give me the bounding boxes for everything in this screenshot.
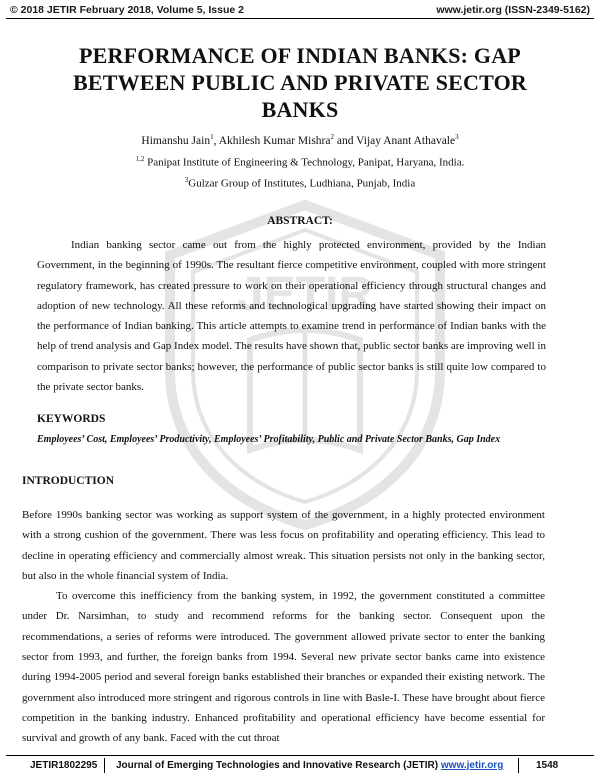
introduction-paragraph-1: Before 1990s banking sector was working as support system of the government, in a highly protected environment with a strong cushion of the government. There was less focus on profitability and operating efficiency. This lead to decline in operating efficiency and commercially almost wreak. This situation persists not only in the banking sector, but also in the whole financial system of India. [22, 509, 545, 582]
footer-divider [104, 758, 105, 773]
footer-paper-id: JETIR1802295 [30, 760, 98, 771]
author-conjunction: and [336, 134, 354, 147]
affiliation-1-sup: 1,2 [135, 155, 145, 163]
introduction-body [22, 505, 545, 749]
affiliation-2-sup: 3 [184, 176, 189, 184]
footer-journal-name: Journal of Emerging Technologies and Innovative Research (JETIR) [116, 760, 439, 771]
abstract-text: Indian banking sector came out from the highly protected environment, provided by the Indian Government, in the beginning of 1990s. The resultant fierce competitive environment, coupled with more stringent regulatory framework, has created pressure to work on their operational efficiency through structural changes and adoption of new technology. All these reforms and technological upgrading have started showing their impact on the performance of Indian banking. This article attempts to examine trend in performance of Indian banks with the help of trend analysis and Gap Index model. The results have shown that, public sector banks are improving well in comparison to private sector banks; however, the performance of public sector banks is still quite low compared to the private sector banks. [37, 239, 546, 394]
author-3: Vijay Anant Athavale [356, 134, 456, 147]
author-3-sup: 3 [455, 133, 459, 141]
paper-title: PERFORMANCE OF INDIAN BANKS: GAP BETWEEN PUBLIC AND PRIVATE SECTOR BANKS [72, 43, 528, 122]
author-2: Akhilesh Kumar Mishra [218, 134, 331, 147]
introduction-paragraph-2: To overcome this inefficiency from the banking system, in 1992, the government constituted a committee under Dr. Narsimhan, to study and recommend reforms for the banking sector. Consequent upon the recommendations, a series of reforms were introduced. The government allowed private sector to enter the banking sector from 1993, and further, the foreign banks from 1994. Several new private sector banks came into existence during 1994-2005 period and several foreign banks established their branches or expanded their existing network. The government also introduced more stringent and rigorous controls in line with Basle-I. These have brought about fierce competition in the banking industry. Enhanced profitability and operational efficiency have become essential for survival and growth of any bank. Faced with the cut throat [22, 590, 545, 745]
affiliation-2 [0, 176, 600, 190]
author-1-sup: 1 [210, 133, 214, 141]
page-header [6, 0, 594, 19]
footer-page-number: 1548 [536, 760, 559, 771]
introduction-heading: INTRODUCTION [22, 475, 115, 487]
affiliation-1-text: Panipat Institute of Engineering & Technology, Panipat, Haryana, India. [147, 156, 465, 169]
header-website-issn: www.jetir.org (ISSN-2349-5162) [436, 4, 590, 16]
footer-journal [116, 760, 503, 771]
author-2-sup: 2 [330, 133, 334, 141]
watermark-text: JETIR [236, 268, 374, 321]
affiliation-2-text: Gulzar Group of Institutes, Ludhiana, Punjab, India [188, 177, 416, 190]
author-list: Himanshu Jain$^1$, Akhilesh Kumar Mishra$^2$ and Vijay Anant Athavale$^3$ [141, 133, 459, 147]
affiliation-1 [0, 155, 600, 169]
abstract-heading: ABSTRACT: [267, 215, 333, 227]
author-1: Himanshu Jain [141, 134, 211, 147]
header-copyright: © 2018 JETIR February 2018, Volume 5, Issue 2 [10, 4, 244, 16]
page-footer [6, 755, 594, 774]
keywords-text: Employees’ Cost, Employees’ Productivity, Employees’ Profitability, Public and Private Sector Banks, Gap Index [37, 434, 501, 445]
footer-website-link[interactable]: www.jetir.org [440, 760, 504, 771]
footer-divider [518, 758, 519, 773]
keywords-heading: KEYWORDS [37, 413, 106, 425]
